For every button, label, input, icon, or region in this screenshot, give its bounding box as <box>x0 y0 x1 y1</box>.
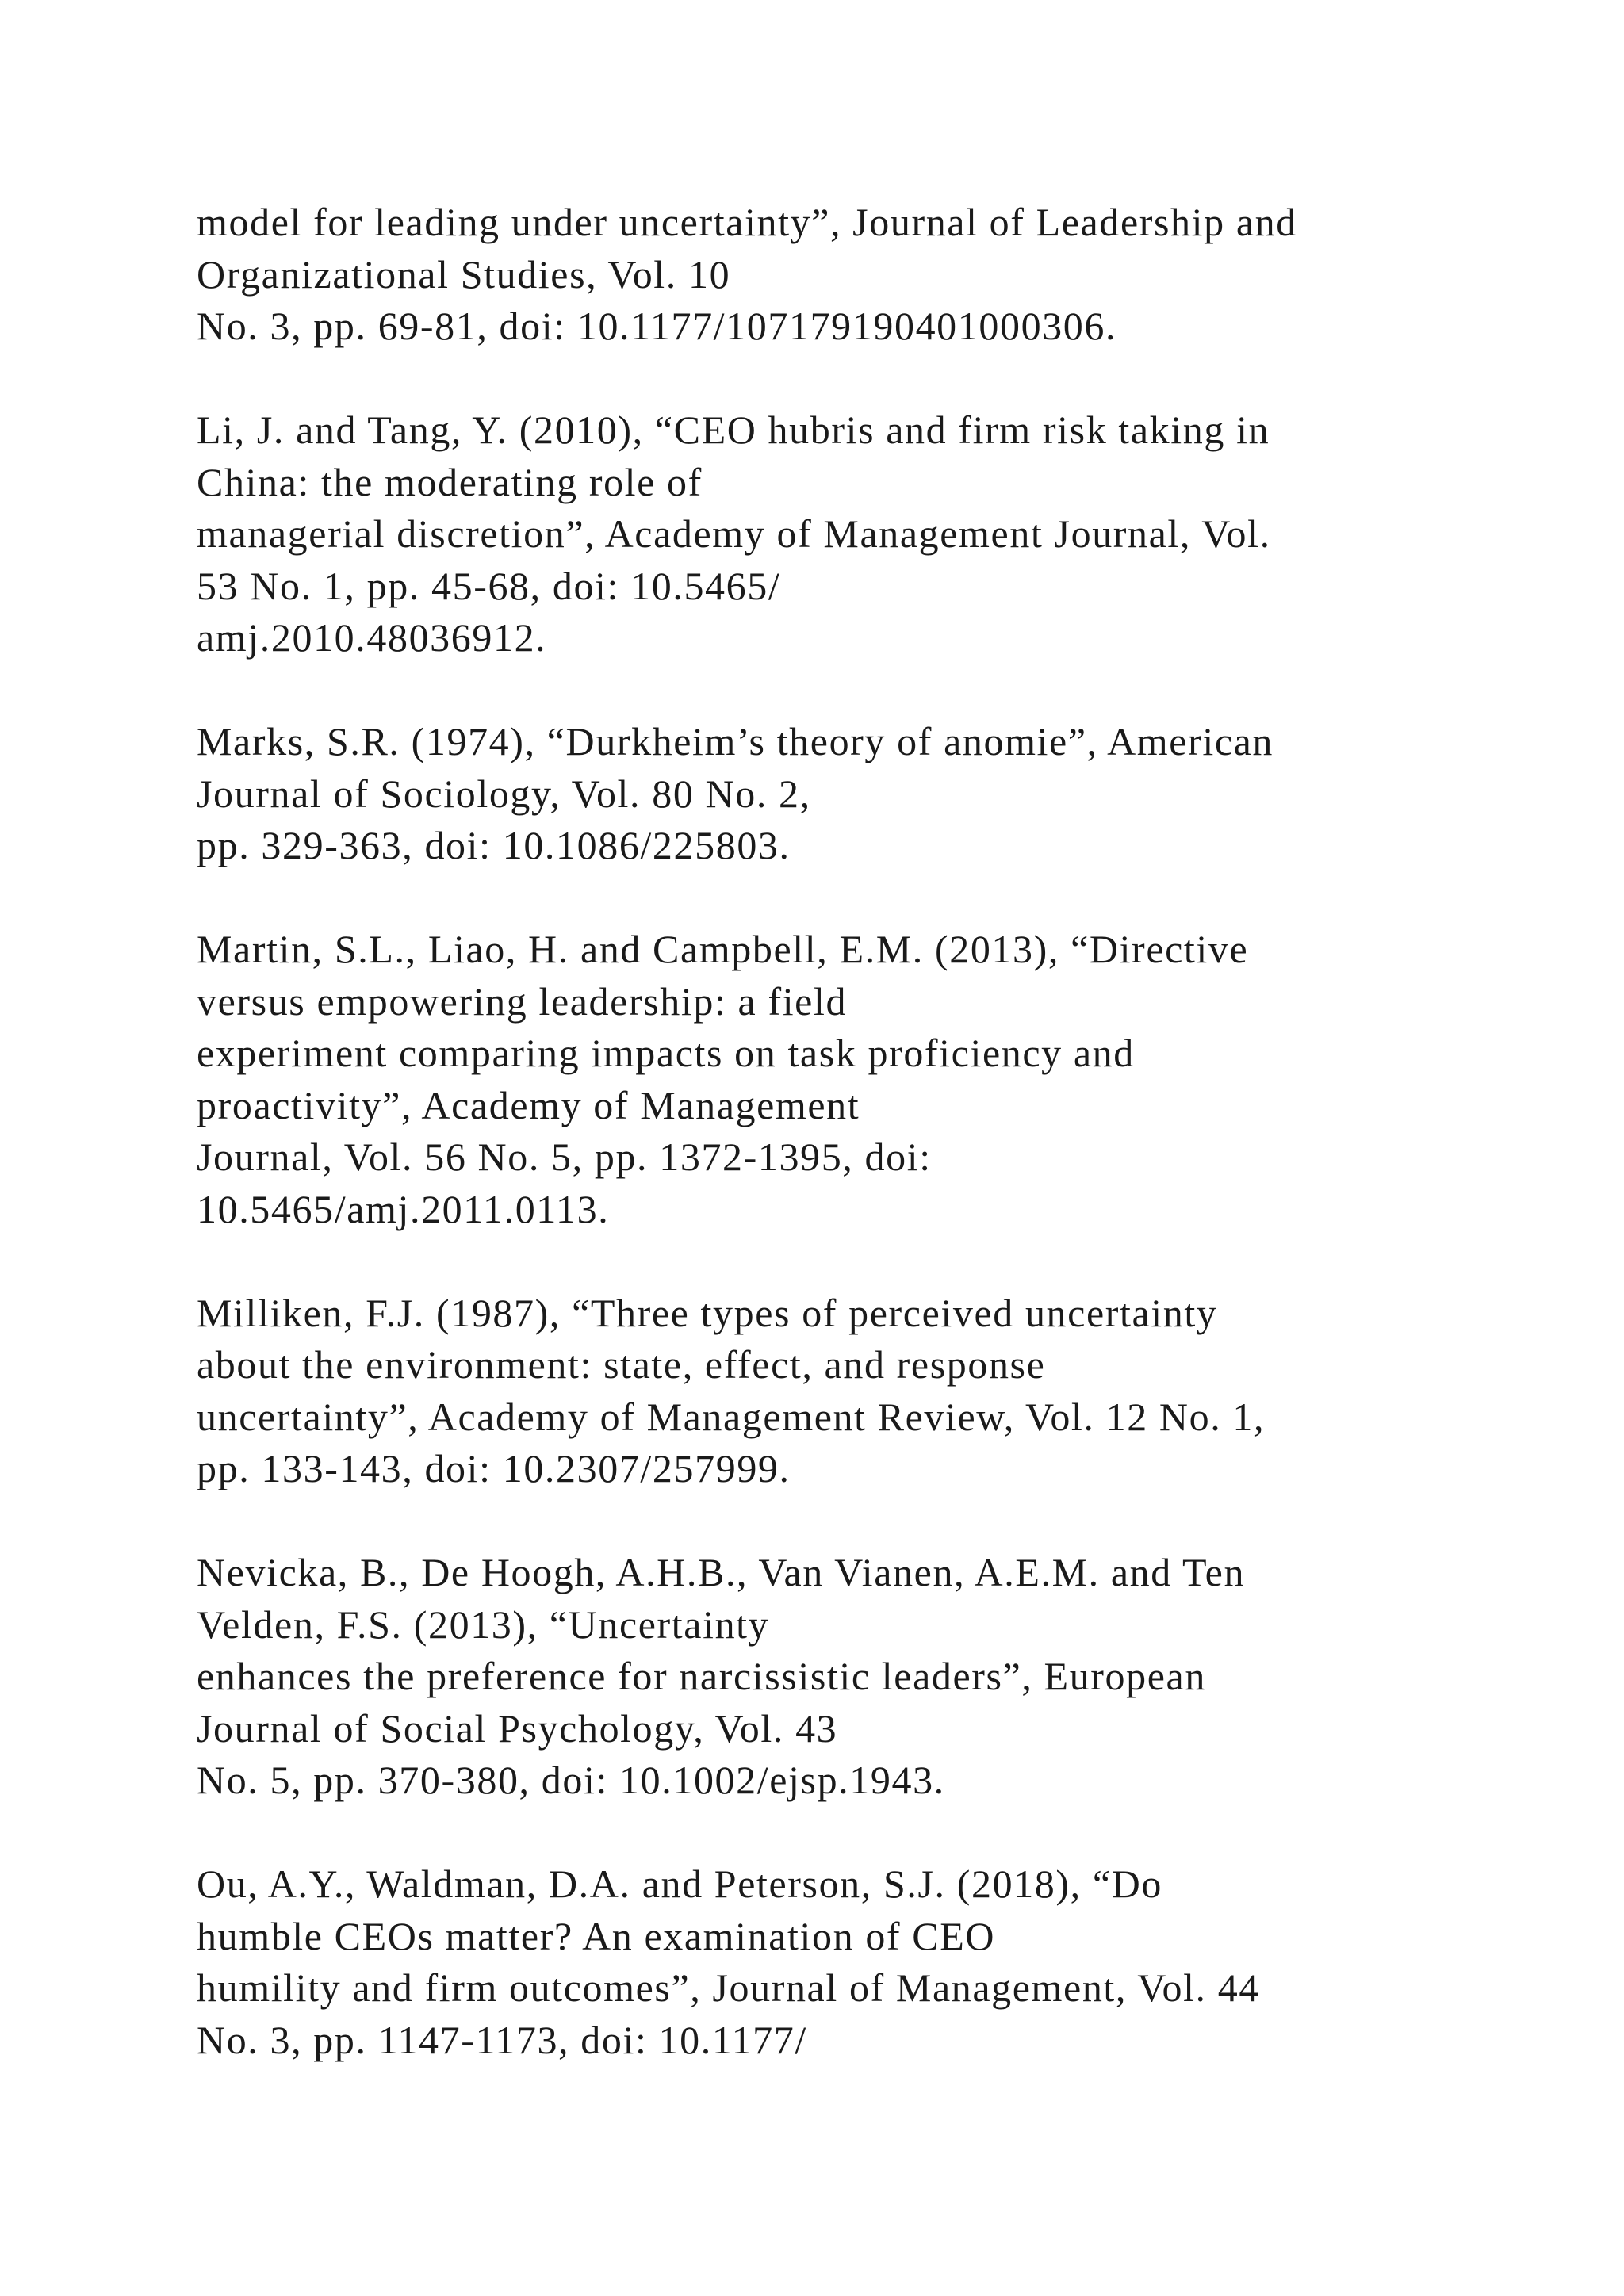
reference-line: model for leading under uncertainty”, Journal of Leadership and <box>197 200 1297 244</box>
reference-line: uncertainty”, Academy of Management Review, Vol. 12 No. 1, <box>197 1394 1266 1439</box>
reference-line: Velden, F.S. (2013), “Uncertainty <box>197 1601 770 1647</box>
reference-line: 10.5465/amj.2011.0113. <box>197 1186 610 1231</box>
reference-line: Journal, Vol. 56 No. 5, pp. 1372-1395, doi: <box>197 1135 932 1179</box>
reference-line: humble CEOs matter? An examination of CEO <box>197 1913 996 1958</box>
reference-line: enhances the preference for narcissistic leaders”, European <box>197 1654 1206 1698</box>
reference-line: proactivity”, Academy of Management <box>197 1082 860 1127</box>
reference-entry <box>197 716 1561 872</box>
reference-entry <box>197 1858 1561 2066</box>
reference-line: Ou, A.Y., Waldman, D.A. and Peterson, S.J. (2018), “Do <box>197 1862 1162 1906</box>
reference-line: amj.2010.48036912. <box>197 615 547 660</box>
reference-line: Milliken, F.J. (1987), “Three types of perceived uncertainty <box>197 1290 1218 1335</box>
reference-entry <box>197 924 1561 1235</box>
reference-line: China: the moderating role of <box>197 459 703 504</box>
reference-line: Journal of Sociology, Vol. 80 No. 2, <box>197 771 811 816</box>
reference-line: about the environment: state, effect, and response <box>197 1342 1046 1387</box>
reference-line: Marks, S.R. (1974), “Durkheim’s theory of anomie”, American <box>197 719 1274 763</box>
reference-line: Li, J. and Tang, Y. (2010), “CEO hubris and firm risk taking in <box>197 408 1270 452</box>
reference-entry <box>197 1288 1561 1495</box>
reference-line: versus empowering leadership: a field <box>197 978 848 1024</box>
reference-line: humility and firm outcomes”, Journal of Management, Vol. 44 <box>197 1965 1260 2010</box>
reference-entry <box>197 197 1561 353</box>
reference-line: Martin, S.L., Liao, H. and Campbell, E.M. (2013), “Directive <box>197 927 1249 971</box>
reference-line: No. 5, pp. 370-380, doi: 10.1002/ejsp.1943. <box>197 1758 945 1802</box>
reference-line: pp. 329-363, doi: 10.1086/225803. <box>197 823 791 867</box>
reference-line: Journal of Social Psychology, Vol. 43 <box>197 1705 838 1751</box>
reference-line: No. 3, pp. 1147-1173, doi: 10.1177/ <box>197 2017 807 2062</box>
reference-line: No. 3, pp. 69-81, doi: 10.1177/107179190401000306. <box>197 304 1117 348</box>
reference-entry <box>197 1547 1561 1807</box>
reference-line: 53 No. 1, pp. 45-68, doi: 10.5465/ <box>197 563 781 608</box>
reference-line: managerial discretion”, Academy of Management Journal, Vol. <box>197 511 1271 556</box>
reference-list <box>197 197 1561 2118</box>
reference-line: pp. 133-143, doi: 10.2307/257999. <box>197 1446 791 1490</box>
reference-line: Nevicka, B., De Hoogh, A.H.B., Van Vianen, A.E.M. and Ten <box>197 1550 1246 1594</box>
reference-line: experiment comparing impacts on task proficiency and <box>197 1031 1135 1075</box>
reference-line: Organizational Studies, Vol. 10 <box>197 251 731 297</box>
reference-entry <box>197 404 1561 664</box>
